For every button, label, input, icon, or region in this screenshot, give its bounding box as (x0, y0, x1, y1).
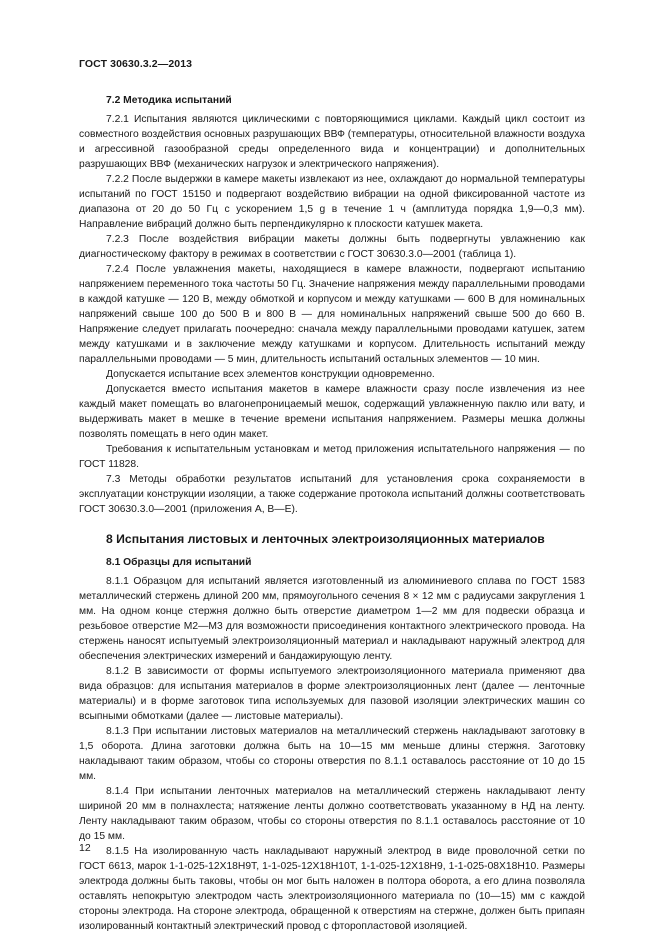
subsection-heading-8-1: 8.1 Образцы для испытаний (106, 557, 252, 568)
paragraph-7-2-2: 7.2.2 После выдержки в камере макеты извлекают из нее, охлаждают до нормальной температуры испытаний по ГОСТ 15150 и подвергают воздействию вибрации на одной фиксированной частоте из диапазона от 20 до 50 Гц с ускорением 1,5 g в течение 1 ч (амплитуда порядка 1,9—0,3 мм). Направление вибраций должно быть перпендикулярно к плоскости катушек макета. (79, 174, 585, 230)
paragraph-allowed-bag: Допускается вместо испытания макетов в камере влажности сразу после извлечения из нее каждый макет помещать во влагонепроницаемый мешок, содержащий увлажненную паклю или вату, и выдерживать макет в мешке в течение времени испытания напряжением. Размеры мешка должны позволять помещать в него один макет. (79, 384, 585, 440)
paragraph-requirements: Требования к испытательным установкам и метод приложения испытательного напряжения — по ГОСТ 11828. (79, 444, 585, 470)
paragraph-7-2-4: 7.2.4 После увлажнения макеты, находящиеся в камере влажности, подвергают испытанию напряжением переменного тока частоты 50 Гц. Значение напряжения между параллельными проводами в каждой катушке — 120 В, между обмоткой и корпусом и между катушками — 600 В для номинальных напряжений свыше 100 до 500 В и 800 В — для номинальных напряжений свыше 500 до 660 В. Напряжение следует прилагать поочередно: сначала между параллельными проводами катушек, затем между катушками и в заключение между катушками и корпусом. Длительность испытаний между параллельными проводами — 5 мин, длительность испытаний остальных элементов — 10 мин. (79, 264, 585, 365)
paragraph-7-3: 7.3 Методы обработки результатов испытаний для установления срока сохраняемости в эксплуатации конструкции изоляции, а также содержание протокола испытаний должны соответствовать ГОСТ 30630.3.0—2001 (приложения А, В—Е). (79, 474, 585, 515)
paragraph-8-1-2: 8.1.2 В зависимости от формы испытуемого электроизоляционного материала применяют два вида образцов: для испытания материалов в форме электроизоляционных лент (далее — ленточные материалы) и в форме заготовок типа используемых для пазовой изоляции электрических машин со всыпными обмотками (далее — листовые материалы). (79, 666, 585, 722)
paragraph-8-1-3: 8.1.3 При испытании листовых материалов на металлический стержень накладывают заготовку в 1,5 оборота. Длина заготовки должна быть на 10—15 мм меньше длины стержня. Заготовку накладывают таким образом, чтобы со стороны отверстия по 8.1.1 оставалось расстояние от 10 до 15 мм. (79, 726, 585, 782)
subsection-heading-7-2: 7.2 Методика испытаний (106, 95, 232, 106)
section-heading-8: 8 Испытания листовых и ленточных электроизоляционных материалов (106, 532, 545, 546)
page-content (79, 89, 585, 934)
paragraph-8-1-4: 8.1.4 При испытании ленточных материалов на металлический стержень накладывают ленту шириной 20 мм в полнахлеста; натяжение ленты должно соответствовать указанному в НД на ленту. Ленту накладывают таким образом, чтобы со стороны отверстия по 8.1.1 оставалось расстояние от 10 до 15 мм. (79, 786, 585, 842)
paragraph-7-2-1: 7.2.1 Испытания являются циклическими с повторяющимися циклами. Каждый цикл состоит из совместного воздействия основных разрушающих ВВФ (температуры, относительной влажности воздуха и агрессивной газообразной среды определенного вида и концентрации) и дополнительных разрушающих ВВФ (механических нагрузок и электрического напряжения). (79, 114, 585, 170)
document-code-header: ГОСТ 30630.3.2—2013 (79, 58, 193, 70)
paragraph-7-2-3: 7.2.3 После воздействия вибрации макеты должны быть подвергнуты увлажнению как диагностическому фактору в режимах в соответствии с ГОСТ 30630.3.0—2001 (таблица 1). (79, 234, 585, 260)
page-number: 12 (79, 842, 91, 854)
paragraph-allowed-simultaneous: Допускается испытание всех элементов конструкции одновременно. (106, 369, 435, 380)
paragraph-8-1-1: 8.1.1 Образцом для испытаний является изготовленный из алюминиевого сплава по ГОСТ 1583 металлический стержень длиной 200 мм, прямоугольного сечения 8 × 12 мм с радиусами закругления 1 мм. На одном конце стержня должно быть отверстие диаметром 1—2 мм для подвески образца и резьбовое отверстие М2—М3 для возможности присоединения контактного электрического провода. На стержень наносят испытуемый электроизоляционный материал и накладывают наружный электрод для обеспечения электрических измерений и бандажирующую ленту. (79, 576, 585, 662)
paragraph-8-1-5: 8.1.5 На изолированную часть накладывают наружный электрод в виде проволочной сетки по ГОСТ 6613, марок 1-1-025-12Х18Н9Т, 1-1-025-12Х18Н10Т, 1-1-025-12Х18Н9, 1-1-025-08Х18Н10. Размеры электрода должны быть таковы, чтобы он мог быть наложен в полтора оборота, а его длина позволяла оставлять непокрытую электродом часть электроизоляционного материала по (10—15) мм с каждой стороны электрода. На стороне электрода, обращенной к отверстиям на стержне, должен быть припаян изолированный контактный электрический провод с фторопластовой изоляцией. (79, 846, 585, 932)
